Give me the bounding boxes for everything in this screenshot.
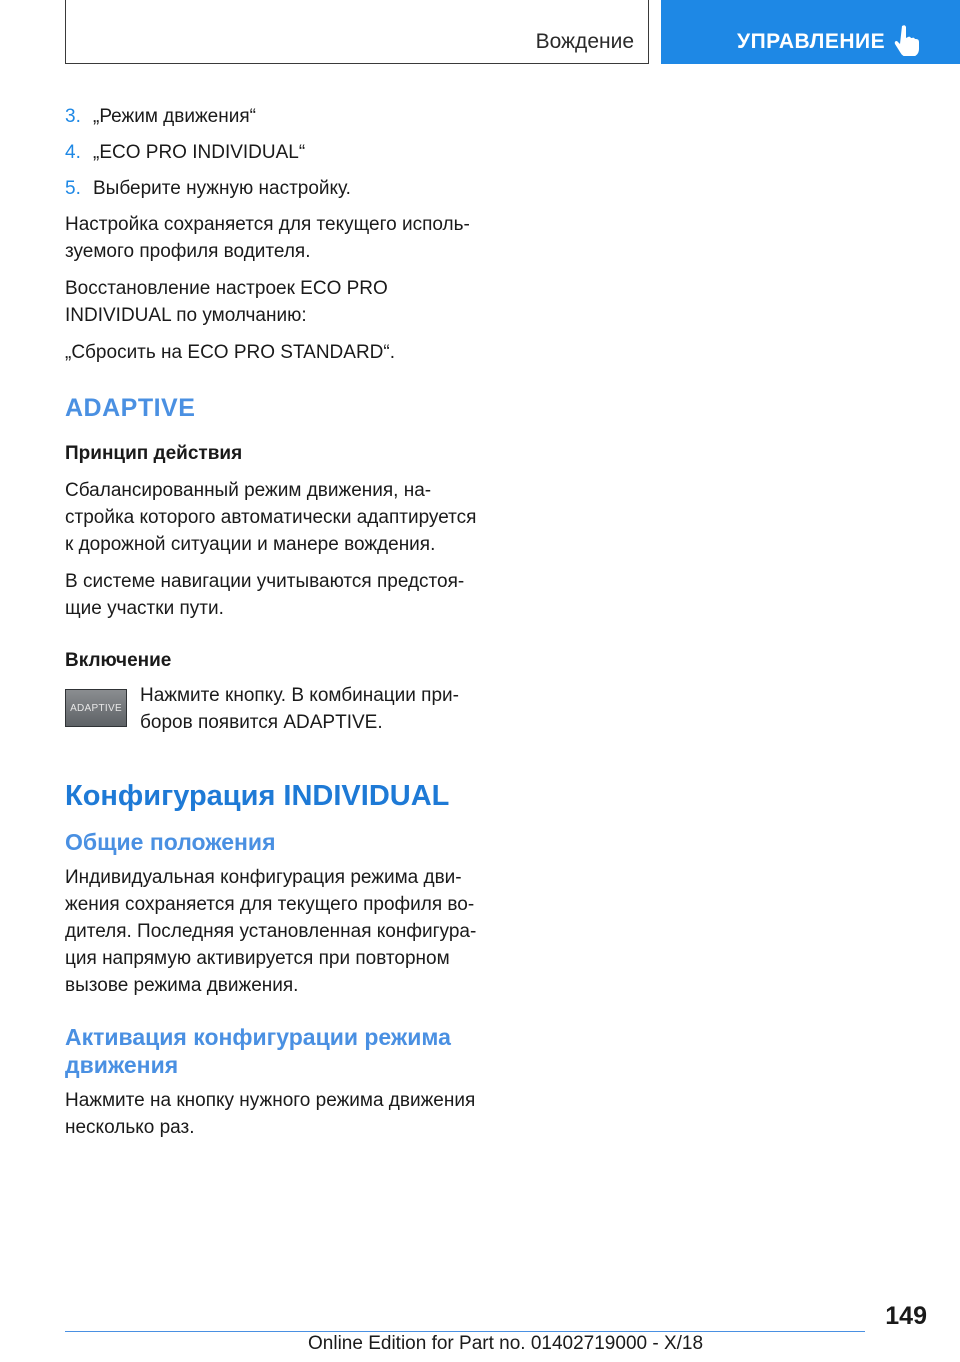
adaptive-button-image: ADAPTIVE [65,689,127,727]
adaptive-heading: ADAPTIVE [65,394,196,422]
para-saved: Настройка сохраняется для текущего исполь- зуемого профиля водителя. [65,214,470,262]
individual-heading: Конфигурация INDIVIDUAL [65,780,450,812]
header-chapter-label: УПРАВЛЕНИЕ [737,30,886,53]
list-number: 5. [65,178,81,199]
hand-pointer-icon [893,24,921,56]
header-chapter-tab [661,0,960,64]
list-text: „ECO PRO INDIVIDUAL“ [93,142,306,163]
principle-text: Сбалансированный режим движения, на- стройка которого автоматически адаптируется к дорожной ситуации и манере вождения. [65,480,477,555]
principle-heading: Принцип действия [65,443,243,464]
list-item [65,139,485,166]
list-item [65,175,485,202]
list-item [65,103,485,130]
list-number: 3. [65,106,81,127]
list-text: „Режим движения“ [93,106,256,127]
header-section-label: Вождение [535,30,634,53]
footer-divider [65,1331,865,1332]
general-heading: Общие положения [65,829,276,855]
list-text: Выберите нужную настройку. [93,178,351,199]
page-content [65,103,485,1151]
footer-edition: Online Edition for Part no. 01402719000 - X/18 [308,1333,704,1354]
enable-row [65,682,485,746]
para-restore: Восстановление настроек ECO PRO INDIVIDUAL по умолчанию: [65,278,388,326]
activate-heading: Активация конфигурации режима движения [65,1024,451,1078]
enable-text: Нажмите кнопку. В комбинации при- боров появится ADAPTIVE. [140,685,459,733]
page-number: 149 [885,1302,927,1330]
list-number: 4. [65,142,81,163]
enable-heading: Включение [65,650,172,671]
general-text: Индивидуальная конфигурация режима дви- жения сохраняется для текущего профиля во- дителя. Последняя установленная конфигура- ция напрямую активируется при повторном вызове режима движения. [65,867,477,996]
navigation-text: В системе навигации учитываются предстоя- щие участки пути. [65,571,465,619]
activate-text: Нажмите на кнопку нужного режима движения несколько раз. [65,1090,476,1138]
para-reset: „Сбросить на ECO PRO STANDARD“. [65,342,396,363]
header-section-tab [65,0,649,64]
